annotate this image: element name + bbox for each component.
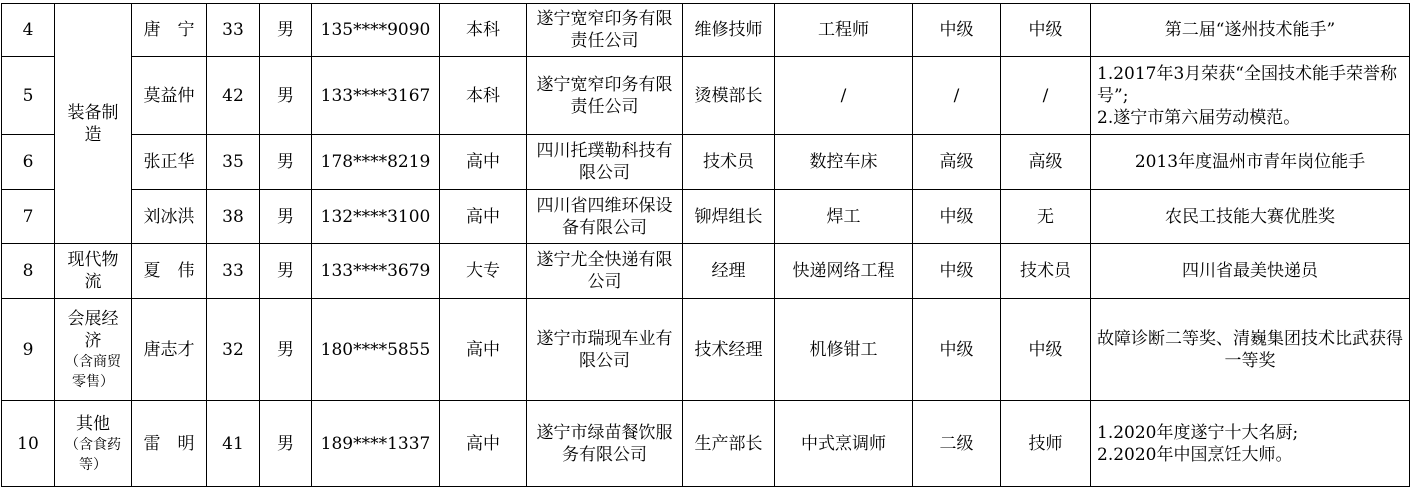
- category-label: 装备制造: [67, 102, 119, 145]
- skill-cell: 数控车床: [775, 135, 913, 190]
- age-cell: 38: [207, 190, 260, 244]
- name-cell: 刘冰洪: [132, 190, 207, 244]
- category-note: （含商贸零售）: [65, 353, 121, 390]
- row-number: 10: [2, 401, 55, 487]
- grade-cell: 高级: [913, 135, 1001, 190]
- phone-cell: 135****9090: [312, 4, 440, 57]
- company-cell: 遂宁市瑞现车业有限公司: [527, 299, 683, 401]
- name-cell: 唐志才: [132, 299, 207, 401]
- honors-cell: 四川省最美快递员: [1091, 244, 1410, 299]
- category-cell: [55, 401, 132, 487]
- grade-cell: 中级: [913, 190, 1001, 244]
- gender-cell: 男: [260, 57, 312, 135]
- education-cell: 高中: [440, 135, 527, 190]
- row-number: 4: [2, 4, 55, 57]
- education-cell: 本科: [440, 57, 527, 135]
- row-number: 8: [2, 244, 55, 299]
- age-cell: 35: [207, 135, 260, 190]
- title-cell: 中级: [1001, 299, 1091, 401]
- honors-cell: 农民工技能大赛优胜奖: [1091, 190, 1410, 244]
- name-cell: 雷 明: [132, 401, 207, 487]
- phone-cell: 132****3100: [312, 190, 440, 244]
- gender-cell: 男: [260, 135, 312, 190]
- title-cell: 无: [1001, 190, 1091, 244]
- name-cell: 莫益仲: [132, 57, 207, 135]
- table-row: [2, 4, 1410, 57]
- title-cell: /: [1001, 57, 1091, 135]
- category-label: 其他: [76, 413, 110, 434]
- age-cell: 41: [207, 401, 260, 487]
- phone-cell: 133****3679: [312, 244, 440, 299]
- grade-cell: 中级: [913, 4, 1001, 57]
- gender-cell: 男: [260, 299, 312, 401]
- phone-cell: 133****3167: [312, 57, 440, 135]
- skill-cell: 中式烹调师: [775, 401, 913, 487]
- grade-cell: 二级: [913, 401, 1001, 487]
- title-cell: 高级: [1001, 135, 1091, 190]
- honors-cell: [1091, 57, 1410, 135]
- category-label: 现代物流: [67, 250, 119, 292]
- age-cell: 42: [207, 57, 260, 135]
- age-cell: 32: [207, 299, 260, 401]
- table-row: [2, 401, 1410, 487]
- category-cell: [55, 244, 132, 299]
- grade-cell: /: [913, 57, 1001, 135]
- row-number: 5: [2, 57, 55, 135]
- position-cell: 技术员: [683, 135, 775, 190]
- category-cell: [55, 4, 132, 244]
- honor-line: 2.遂宁市第六届劳动模范。: [1097, 107, 1301, 128]
- grade-cell: 中级: [913, 244, 1001, 299]
- age-cell: 33: [207, 4, 260, 57]
- position-cell: 经理: [683, 244, 775, 299]
- position-cell: 烫模部长: [683, 57, 775, 135]
- table-row: [2, 57, 1410, 135]
- row-number: 6: [2, 135, 55, 190]
- row-number: 7: [2, 190, 55, 244]
- title-cell: 中级: [1001, 4, 1091, 57]
- education-cell: 高中: [440, 299, 527, 401]
- age-cell: 33: [207, 244, 260, 299]
- table-row: [2, 190, 1410, 244]
- honor-line: 1.2020年度遂宁十大名厨;: [1097, 422, 1299, 443]
- gender-cell: 男: [260, 190, 312, 244]
- personnel-table: [1, 3, 1410, 487]
- gender-cell: 男: [260, 401, 312, 487]
- education-cell: 本科: [440, 4, 527, 57]
- education-cell: 大专: [440, 244, 527, 299]
- phone-cell: 178****8219: [312, 135, 440, 190]
- name-cell: 唐 宁: [132, 4, 207, 57]
- skill-cell: 焊工: [775, 190, 913, 244]
- phone-cell: 180****5855: [312, 299, 440, 401]
- skill-cell: 工程师: [775, 4, 913, 57]
- education-cell: 高中: [440, 190, 527, 244]
- company-cell: 四川省四维环保设备有限公司: [527, 190, 683, 244]
- company-cell: 遂宁宽窄印务有限责任公司: [527, 57, 683, 135]
- table-row: [2, 299, 1410, 401]
- position-cell: 技术经理: [683, 299, 775, 401]
- company-cell: 遂宁尤全快递有限公司: [527, 244, 683, 299]
- grade-cell: 中级: [913, 299, 1001, 401]
- gender-cell: 男: [260, 244, 312, 299]
- skill-cell: /: [775, 57, 913, 135]
- company-cell: 四川托璞勒科技有限公司: [527, 135, 683, 190]
- position-cell: 维修技师: [683, 4, 775, 57]
- gender-cell: 男: [260, 4, 312, 57]
- category-cell: [55, 299, 132, 401]
- honors-cell: 故障诊断二等奖、清巍集团技术比武获得一等奖: [1091, 299, 1410, 401]
- honors-cell: 第二届“遂州技术能手”: [1091, 4, 1410, 57]
- honors-cell: [1091, 401, 1410, 487]
- position-cell: 生产部长: [683, 401, 775, 487]
- name-cell: 夏 伟: [132, 244, 207, 299]
- skill-cell: 机修钳工: [775, 299, 913, 401]
- skill-cell: 快递网络工程: [775, 244, 913, 299]
- category-label: 会展经济: [67, 308, 119, 351]
- category-note: （含食药等）: [65, 436, 121, 473]
- title-cell: 技师: [1001, 401, 1091, 487]
- name-cell: 张正华: [132, 135, 207, 190]
- honors-cell: 2013年度温州市青年岗位能手: [1091, 135, 1410, 190]
- phone-cell: 189****1337: [312, 401, 440, 487]
- company-cell: 遂宁市绿苗餐饮服务有限公司: [527, 401, 683, 487]
- honor-line: 2.2020年中国烹饪大师。: [1097, 444, 1293, 465]
- table-row: [2, 244, 1410, 299]
- honor-line: 1.2017年3月荣获“全国技术能手荣誉称号”;: [1097, 63, 1397, 106]
- title-cell: 技术员: [1001, 244, 1091, 299]
- row-number: 9: [2, 299, 55, 401]
- education-cell: 高中: [440, 401, 527, 487]
- position-cell: 铆焊组长: [683, 190, 775, 244]
- table-row: [2, 135, 1410, 190]
- company-cell: 遂宁宽窄印务有限责任公司: [527, 4, 683, 57]
